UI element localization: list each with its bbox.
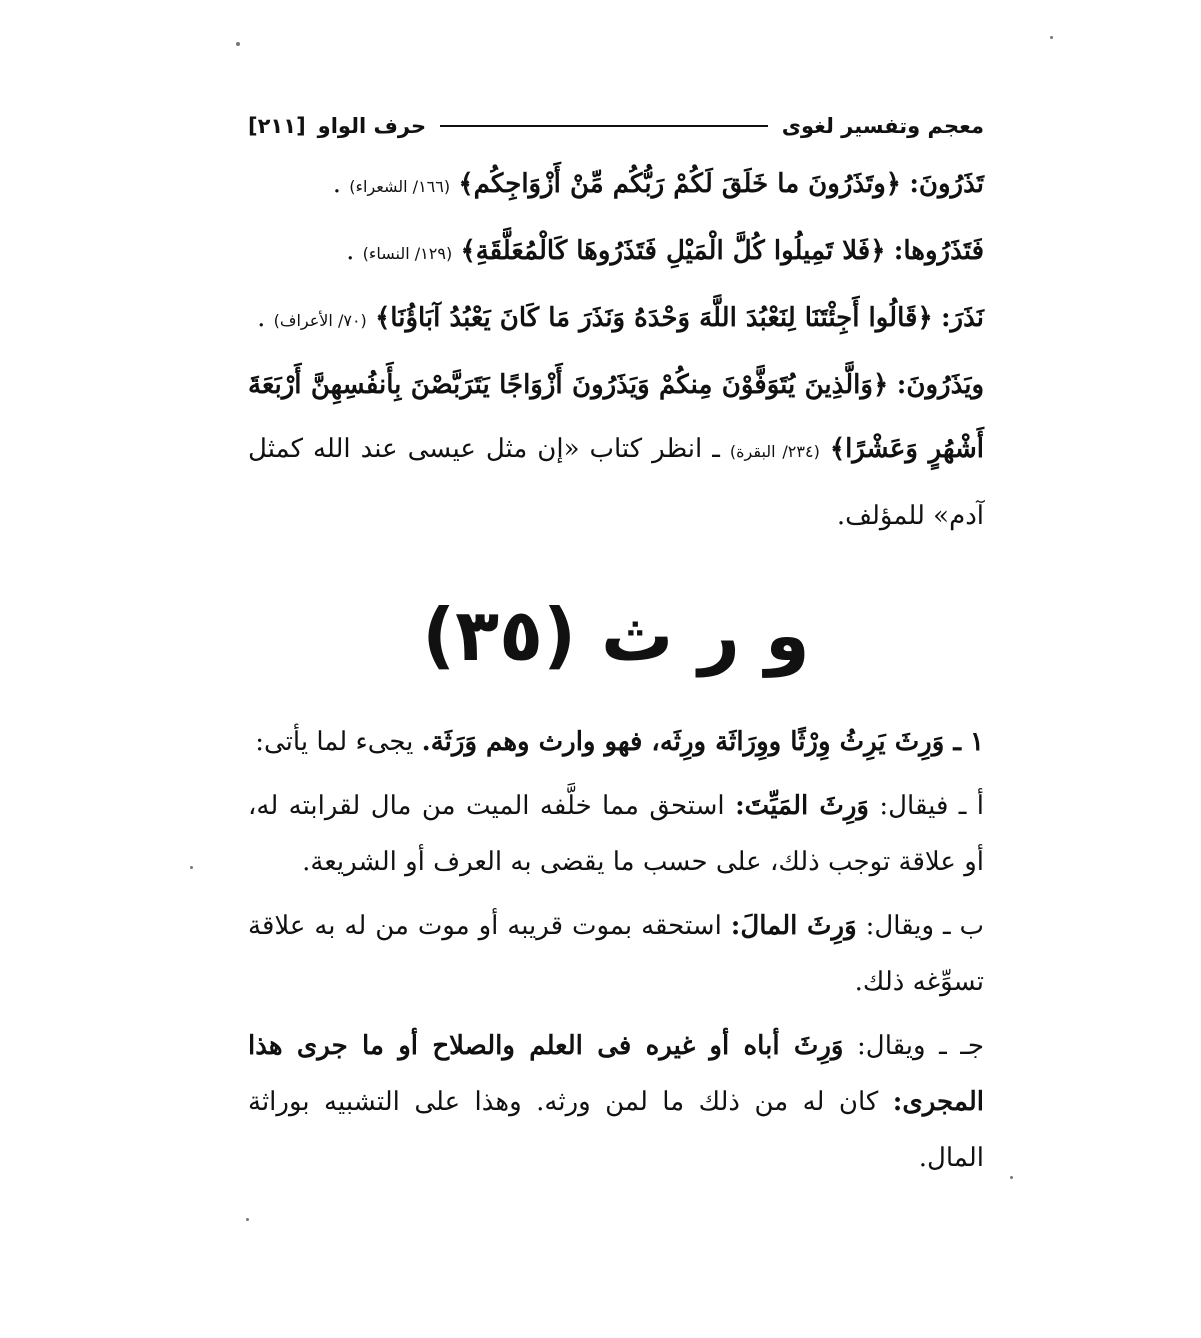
verse-reference: (١٢٩/ النساء) (362, 244, 453, 263)
scan-speck (246, 1218, 249, 1221)
header-rule (440, 125, 768, 127)
paragraph-text: استحقه بموت قريبه أو موت من له به علاقة تسوِّغه ذلك. (248, 911, 984, 997)
paragraph-text: استحق مما خلَّفه الميت من مال لقرابته له، أو علاقة توجب ذلك، على حسب ما يقضى به العرف أو الشريعة. (248, 791, 984, 877)
scan-speck (190, 866, 193, 869)
entry-end: . (346, 236, 355, 266)
definition-paragraph-a (248, 778, 984, 890)
entry-fatadharuha (248, 219, 984, 286)
quran-quote: ﴿فَلا تَمِيلُوا كُلَّ الْمَيْلِ فَتَذَرُوهَا كَالْمُعَلَّقَةِ﴾ (460, 236, 886, 266)
defined-phrase: وَرِثَ المَيِّتَ: (735, 791, 869, 821)
running-header (248, 108, 984, 144)
verse-reference: (٢٣٤/ البقرة) (729, 442, 820, 461)
entries-section (248, 152, 984, 548)
entry-end: . (332, 169, 341, 199)
quran-quote: ﴿وَالَّذِينَ يُتَوَفَّوْنَ مِنكُمْ وَيَذَرُونَ أَزْوَاجًا يَتَرَبَّصْنَ بِأَنفُسِهِنَّ أَرْبَعَةَ أَشْهُرٍ وَعَشْرًا﴾ (248, 370, 985, 464)
entry-word: تَذَرُونَ: (909, 169, 984, 199)
quran-quote: ﴿قَالُوا أَجِئْتَنَا لِنَعْبُدَ اللَّهَ وَحْدَهُ وَنَذَرَ مَا كَانَ يَعْبُدُ آبَاؤُنَا﴾ (375, 303, 933, 333)
scan-speck (1050, 36, 1053, 39)
defined-phrase: وَرِثَ أباه أو غيره فى العلم والصلاح أو ما جرى هذا المجرى: (248, 1031, 985, 1117)
paragraph-text: كان له من ذلك ما لمن ورثه. وهذا على التشبيه بوراثة المال. (248, 1087, 984, 1173)
entry-word: فَتَذَرُوها: (893, 236, 984, 266)
definition-paragraph-b (248, 898, 984, 1010)
definitions-section (248, 714, 984, 1186)
entry-end: ـ انظر كتاب «إن مثل عيسى عند الله كمثل آدم» للمؤلف. (248, 434, 984, 531)
defined-phrase: وَرِثَ المالَ: (730, 911, 857, 941)
root-heading: و ر ث (٣٥) (422, 593, 810, 677)
paragraph-lead: أ ـ فيقال: (879, 791, 985, 821)
definition-paragraph-1 (248, 714, 984, 770)
scan-speck (1010, 1176, 1013, 1179)
paragraph-lead: ١ ـ وَرِثَ يَرِثُ وِرْثًا ووِرَاثَة ورِثَه، فهو وارث وهم وَرَثَة. (421, 727, 984, 757)
quran-quote: ﴿وتَذَرُونَ ما خَلَقَ لَكُمْ رَبُّكُم مِّنْ أَزْوَاجِكُم﴾ (458, 169, 902, 199)
paragraph-lead: جـ ـ ويقال: (857, 1031, 984, 1061)
entry-tadharun (248, 152, 984, 219)
book-page (248, 108, 984, 1194)
entry-end: . (257, 303, 266, 333)
verse-reference: (١٦٦/ الشعراء) (349, 177, 451, 196)
entry-word: ويَذَرُونَ: (896, 370, 985, 400)
entry-nadhara (248, 286, 984, 353)
paragraph-text: يجىء لما يأتى: (255, 727, 414, 757)
scan-speck (236, 42, 240, 46)
entry-yadharun (248, 353, 984, 548)
paragraph-lead: ب ـ ويقال: (865, 911, 985, 941)
verse-reference: (٧٠/ الأعراف) (273, 311, 367, 330)
page-number: [٢١١] (248, 114, 306, 138)
definition-paragraph-c (248, 1018, 984, 1186)
entry-word: نَذَرَ: (940, 303, 984, 333)
chapter-title: حرف الواو (317, 114, 427, 138)
book-title: معجم وتفسير لغوى (781, 114, 984, 138)
